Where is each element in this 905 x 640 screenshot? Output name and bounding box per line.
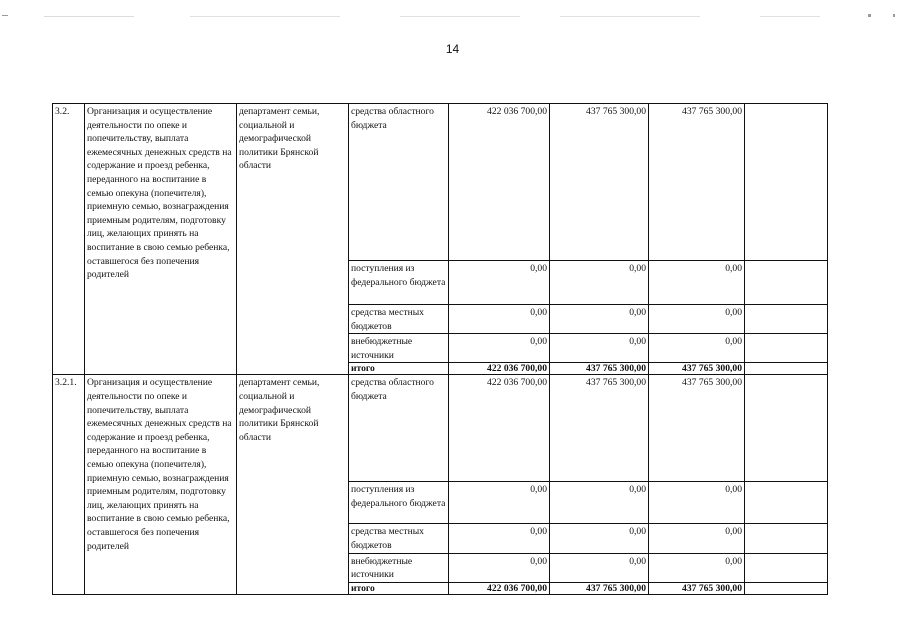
- funding-source: средства областного бюджета: [349, 375, 449, 482]
- total-label: итого: [349, 582, 449, 594]
- responsible-department: департамент семьи, социальной и демографической политики Брянской области: [237, 104, 349, 375]
- section-index: 3.2.1.: [53, 375, 85, 594]
- extra-cell: [745, 553, 828, 582]
- amount-year-3: 437 765 300,00: [649, 375, 745, 482]
- amount-year-3: 0,00: [649, 524, 745, 553]
- total-year-1: 422 036 700,00: [449, 363, 550, 375]
- total-year-3: 437 765 300,00: [649, 363, 745, 375]
- extra-cell: [745, 261, 828, 305]
- extra-cell: [745, 375, 828, 482]
- extra-cell: [745, 524, 828, 553]
- total-label: итого: [349, 363, 449, 375]
- table-row: [53, 104, 828, 261]
- scan-artifact-dots: [0, 14, 905, 18]
- amount-year-2: 0,00: [550, 553, 649, 582]
- extra-cell: [745, 305, 828, 334]
- total-year-2: 437 765 300,00: [550, 363, 649, 375]
- total-year-1: 422 036 700,00: [449, 582, 550, 594]
- extra-cell: [745, 482, 828, 524]
- total-year-2: 437 765 300,00: [550, 582, 649, 594]
- extra-cell: [745, 582, 828, 594]
- page-number: 14: [445, 42, 460, 56]
- extra-cell: [745, 104, 828, 261]
- amount-year-2: 0,00: [550, 305, 649, 334]
- amount-year-3: 0,00: [649, 261, 745, 305]
- section-index: 3.2.: [53, 104, 85, 375]
- funding-source: внебюджетные источники: [349, 553, 449, 582]
- amount-year-2: 0,00: [550, 261, 649, 305]
- responsible-department: департамент семьи, социальной и демографической политики Брянской области: [237, 375, 349, 594]
- amount-year-1: 0,00: [449, 305, 550, 334]
- table-row: [53, 375, 828, 482]
- amount-year-1: 0,00: [449, 261, 550, 305]
- measure-name: Организация и осуществление деятельности по опеке и попечительству, выплата ежемесячных денежных средств на содержание и проезд ребенка, переданного на воспитание в семью опекуна (попечителя), приемную семью, вознаграждения приемным родителям, подготовку лиц, желающих принять на воспитание в свою семью ребенка, оставшегося без попечения родителей: [85, 104, 237, 375]
- amount-year-3: 0,00: [649, 305, 745, 334]
- amount-year-1: 0,00: [449, 482, 550, 524]
- amount-year-1: 0,00: [449, 334, 550, 363]
- amount-year-1: 0,00: [449, 524, 550, 553]
- funding-source: внебюджетные источники: [349, 334, 449, 363]
- amount-year-1: 0,00: [449, 553, 550, 582]
- funding-source: средства местных бюджетов: [349, 305, 449, 334]
- amount-year-2: 0,00: [550, 334, 649, 363]
- measure-name: Организация и осуществление деятельности по опеке и попечительству, выплата ежемесячных денежных средств на содержание и проезд ребенка, переданного на воспитание в семью опекуна (попечителя), приемную семью, вознаграждения приемным родителям, подготовку лиц, желающих принять на воспитание в свою семью ребенка, оставшегося без попечения родителей: [85, 375, 237, 594]
- funding-source: средства областного бюджета: [349, 104, 449, 261]
- funding-source: поступления из федерального бюджета: [349, 482, 449, 524]
- amount-year-2: 0,00: [550, 482, 649, 524]
- amount-year-2: 437 765 300,00: [550, 104, 649, 261]
- amount-year-3: 0,00: [649, 334, 745, 363]
- funding-source: поступления из федерального бюджета: [349, 261, 449, 305]
- amount-year-1: 422 036 700,00: [449, 375, 550, 482]
- amount-year-3: 0,00: [649, 553, 745, 582]
- total-year-3: 437 765 300,00: [649, 582, 745, 594]
- funding-source: средства местных бюджетов: [349, 524, 449, 553]
- amount-year-3: 437 765 300,00: [649, 104, 745, 261]
- amount-year-2: 437 765 300,00: [550, 375, 649, 482]
- budget-table: [52, 103, 828, 595]
- extra-cell: [745, 334, 828, 363]
- extra-cell: [745, 363, 828, 375]
- amount-year-3: 0,00: [649, 482, 745, 524]
- amount-year-2: 0,00: [550, 524, 649, 553]
- amount-year-1: 422 036 700,00: [449, 104, 550, 261]
